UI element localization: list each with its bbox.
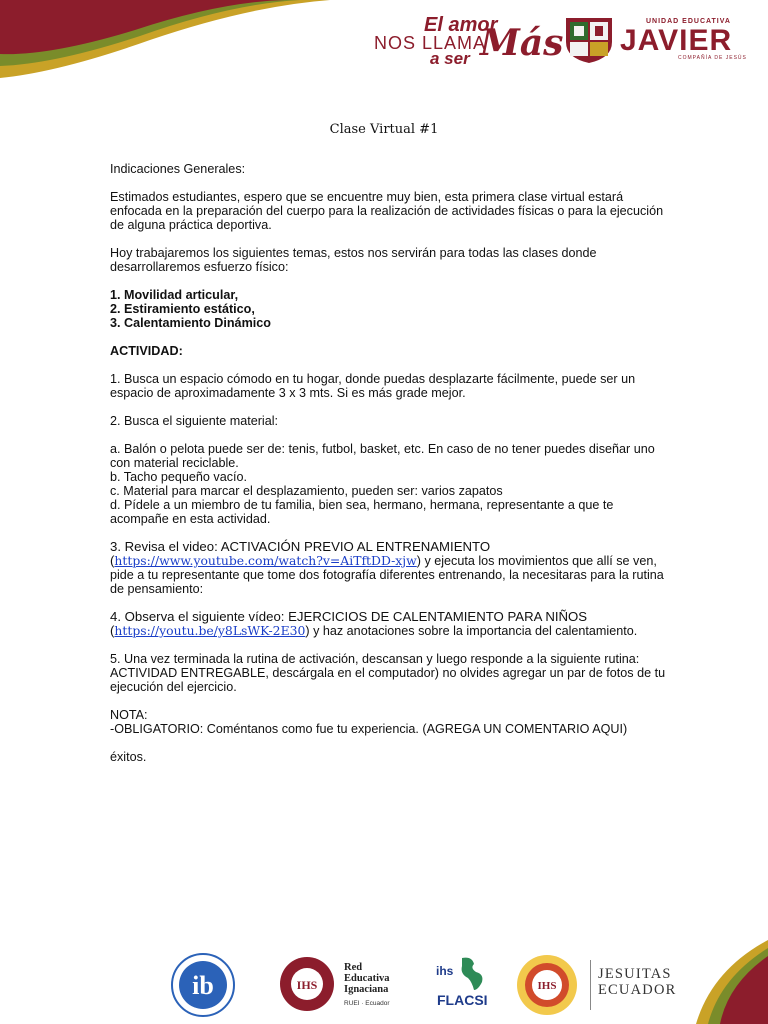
topics-list <box>110 288 670 330</box>
slogan-line-2: NOS LLAMA <box>374 33 487 53</box>
activity-heading: ACTIVIDAD: <box>110 344 183 358</box>
step-4-video-link[interactable]: https://youtu.be/y8LsWK-2E30 <box>114 623 306 638</box>
general-heading: Indicaciones Generales: <box>110 162 246 176</box>
rei-line-1: Red <box>344 962 363 973</box>
topic-item: 2. Estiramiento estático, <box>110 302 255 316</box>
material-item: a. Balón o pelota puede ser de: tenis, futbol, basket, etc. En caso de no tener puedes diseñar uno con material reciclable. <box>110 442 655 470</box>
step-3-rest: ) y ejecuta los movimientos que allí se ven, pide a tu representante que tome dos fotografía diferentes entrenando, la necesitaras para la rutina de pensamiento: <box>110 554 664 596</box>
step-4 <box>110 610 670 638</box>
svg-text:ib: ib <box>192 971 214 1000</box>
step-1: 1. Busca un espacio cómodo en tu hogar, donde puedas desplazarte fácilmente, puede ser un espacio de aproximadamente 3 x 3 mts. Si es más grade mejor. <box>110 372 636 400</box>
footer-decoration <box>688 940 768 1024</box>
slogan-line-3: a ser <box>430 49 470 68</box>
school-logo-top: UNIDAD EDUCATIVA <box>646 18 731 25</box>
rei-emblem-icon <box>276 956 338 1012</box>
material-item: c. Material para marcar el desplazamiento, pueden ser: varios zapatos <box>110 484 503 498</box>
closing-text: éxitos. <box>110 750 147 764</box>
step-4-rest: ) y haz anotaciones sobre la importancia del calentamiento. <box>305 624 638 638</box>
step-3 <box>110 540 670 596</box>
materials-list <box>110 442 670 526</box>
topic-item: 1. Movilidad articular, <box>110 288 239 302</box>
step-3-video-link[interactable]: https://www.youtube.com/watch?v=AiTftDD-xjw <box>114 553 417 568</box>
step-3-open: ( <box>110 553 115 568</box>
logo-divider <box>590 960 591 1010</box>
slogan-line-4: Más <box>480 22 564 64</box>
step-3-text: 3. Revisa el video: ACTIVACIÓN PREVIO AL ENTRENAMIENTO <box>110 539 491 554</box>
americas-map-icon <box>456 956 492 992</box>
jesuit-sun-emblem-icon <box>512 952 582 1018</box>
step-5: 5. Una vez terminada la rutina de activación, descansan y luego responde a la siguiente rutina: ACTIVIDAD ENTREGABLE, descárgala en el computador) no olvides agregar un par de fotos de tu ejecución del ejercicio. <box>110 652 666 694</box>
school-shield-icon <box>564 16 614 64</box>
jesuitas-line-1: JESUITAS <box>598 966 672 982</box>
red-educativa-ignaciana-logo <box>276 956 410 1012</box>
flacsi-logo <box>434 954 494 1016</box>
footer-logos <box>0 940 768 1024</box>
topics-intro: Hoy trabajaremos los siguientes temas, estos nos servirán para todas las clases donde desarrollaremos esfuerzo físico: <box>110 246 597 274</box>
material-item: b. Tacho pequeño vacío. <box>110 470 248 484</box>
jesuitas-line-2: ECUADOR <box>598 982 677 998</box>
step-4-open: ( <box>110 623 115 638</box>
intro-paragraph: Estimados estudiantes, espero que se encuentre muy bien, esta primera clase virtual estará enfocada en la preparación del cuerpo para la realización de actividades físicas o para la ejecución de alguna práctica deportiva. <box>110 190 664 232</box>
svg-text:IHS: IHS <box>537 980 557 992</box>
document-body <box>110 162 670 778</box>
rei-line-3: Ignaciana <box>344 984 389 995</box>
school-logo-name: JAVIER <box>620 24 733 57</box>
svg-text:IHS: IHS <box>296 978 318 992</box>
note <box>110 708 670 736</box>
document-title: Clase Virtual #1 <box>329 122 439 137</box>
step-2: 2. Busca el siguiente material: <box>110 414 279 428</box>
school-logo-bottom: COMPAÑÍA DE JESÚS <box>678 55 747 61</box>
school-logo <box>620 18 750 64</box>
material-item: d. Pídele a un miembro de tu familia, bien sea, hermano, hermana, representante a que te acompañe en esta actividad. <box>110 498 614 526</box>
note-text: -OBLIGATORIO: Coméntanos como fue tu experiencia. (AGREGA UN COMENTARIO AQUI) <box>110 722 628 736</box>
flacsi-name: FLACSI <box>437 992 488 1008</box>
rei-name <box>344 962 390 995</box>
topic-item: 3. Calentamiento Dinámico <box>110 316 271 330</box>
note-heading: NOTA: <box>110 708 148 722</box>
jesuitas-name <box>598 966 677 998</box>
school-slogan <box>372 14 564 70</box>
ib-world-school-logo <box>162 952 244 1018</box>
jesuitas-ecuador-logo <box>512 952 702 1018</box>
slogan-line-1: El amor <box>424 14 498 36</box>
step-4-text: 4. Observa el siguiente vídeo: EJERCICIOS DE CALENTAMIENTO PARA NIÑOS <box>110 609 588 624</box>
rei-subtitle: RUEI · Ecuador <box>344 1000 390 1007</box>
header-decoration <box>0 0 330 80</box>
flacsi-ihs: ihs <box>436 964 454 978</box>
rei-line-2: Educativa <box>344 973 390 984</box>
